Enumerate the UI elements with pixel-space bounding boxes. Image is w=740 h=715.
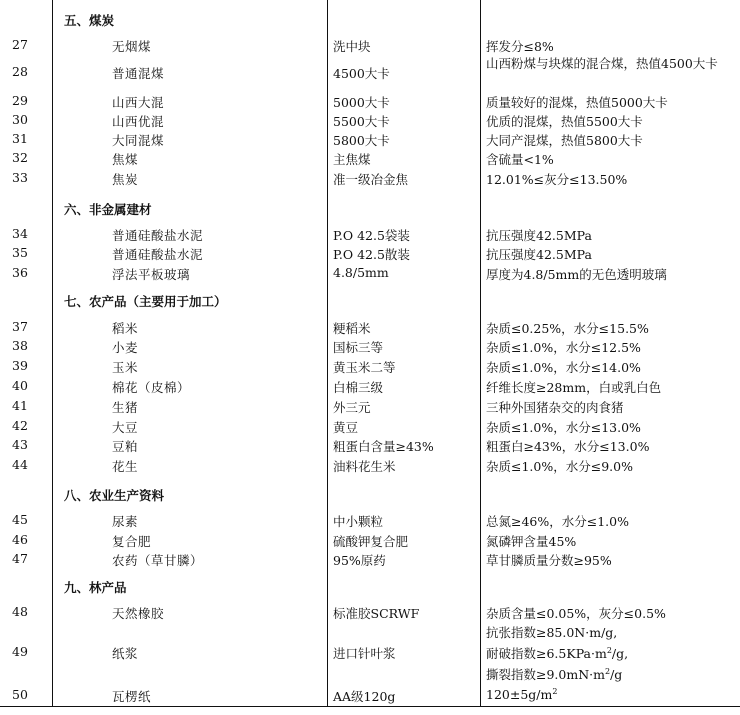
- product-name: 焦炭: [112, 172, 139, 187]
- col-divider-1: [52, 0, 53, 707]
- product-note: 草甘膦质量分数≥95%: [486, 553, 612, 568]
- product-name: 复合肥: [112, 534, 152, 549]
- product-spec: 国标三等: [333, 340, 384, 355]
- product-name: 浮法平板玻璃: [112, 267, 191, 282]
- product-name: 无烟煤: [112, 39, 152, 54]
- row-number: 27: [12, 37, 28, 52]
- product-spec: 进口针叶浆: [333, 646, 396, 661]
- product-name: 小麦: [112, 340, 139, 355]
- row-number: 47: [12, 551, 28, 566]
- product-spec: 中小颗粒: [333, 514, 384, 529]
- note-text: 撕裂指数≥9.0mN·m: [486, 667, 605, 682]
- section-title: 六、非金属建材: [64, 202, 152, 217]
- product-name: 天然橡胶: [112, 606, 165, 621]
- row-number: 33: [12, 170, 28, 185]
- product-spec: 5500大卡: [333, 114, 390, 129]
- row-number: 41: [12, 398, 28, 413]
- row-number: 44: [12, 457, 28, 472]
- product-note: [486, 622, 628, 685]
- note-line: [486, 643, 628, 664]
- product-note: 杂质≤1.0%，水分≤12.5%: [486, 340, 641, 355]
- product-spec: 标准胶SCRWF: [333, 606, 420, 621]
- section-title: 九、林产品: [64, 580, 127, 595]
- row-number: 43: [12, 437, 28, 452]
- product-note: 挥发分≤8%: [486, 39, 554, 54]
- product-note: 质量较好的混煤，热值5000大卡: [486, 95, 668, 110]
- section-title: 五、煤炭: [64, 13, 115, 28]
- row-number: 46: [12, 532, 28, 547]
- row-number: 49: [12, 644, 28, 659]
- product-note: 杂质含量≤0.05%，灰分≤0.5%: [486, 606, 666, 621]
- product-name: 玉米: [112, 360, 139, 375]
- product-spec: 主焦煤: [333, 152, 371, 167]
- product-name: 稻米: [112, 321, 139, 336]
- product-spec: P.O 42.5袋装: [333, 228, 410, 243]
- note-text: 耐破指数≥6.5KPa·m: [486, 646, 607, 661]
- product-note: 杂质≤1.0%，水分≤13.0%: [486, 420, 641, 435]
- product-spec: 5800大卡: [333, 133, 390, 148]
- product-spec: 5000大卡: [333, 95, 390, 110]
- row-number: 35: [12, 245, 28, 260]
- product-spec: 白棉三级: [333, 380, 384, 395]
- product-note: 杂质≤0.25%，水分≤15.5%: [486, 321, 649, 336]
- row-number: 38: [12, 338, 28, 353]
- product-note: 抗压强度42.5MPa: [486, 228, 592, 243]
- product-note: 大同产混煤，热值5800大卡: [486, 133, 643, 148]
- product-name: 大同混煤: [112, 133, 165, 148]
- note-line: 抗张指数≥85.0N·m/g,: [486, 625, 618, 640]
- product-spec: 粳稻米: [333, 321, 371, 336]
- note-text: /g: [610, 667, 623, 682]
- product-name: 农药（草甘膦）: [112, 553, 204, 568]
- product-name: 棉花（皮棉）: [112, 380, 191, 395]
- product-note: 总氮≥46%，水分≤1.0%: [486, 514, 629, 529]
- product-note: 厚度为4.8/5mm的无色透明玻璃: [486, 267, 667, 282]
- product-name: 普通硅酸盐水泥: [112, 247, 204, 262]
- product-note: 12.01%≤灰分≤13.50%: [486, 172, 628, 187]
- col-divider-2: [327, 0, 328, 707]
- product-name: 豆粕: [112, 439, 139, 454]
- product-note: 抗压强度42.5MPa: [486, 247, 592, 262]
- product-name: 大豆: [112, 420, 139, 435]
- product-name: 花生: [112, 459, 139, 474]
- product-name: 纸浆: [112, 646, 139, 661]
- product-name: 普通硅酸盐水泥: [112, 228, 204, 243]
- product-note: 粗蛋白≥43%，水分≤13.0%: [486, 439, 650, 454]
- row-number: 39: [12, 358, 28, 373]
- note-line: [486, 664, 628, 685]
- product-spec: AA级120g: [333, 689, 396, 704]
- row-number: 31: [12, 131, 28, 146]
- product-name: 焦煤: [112, 152, 139, 167]
- product-spec: 黄玉米二等: [333, 360, 396, 375]
- product-name: 山西优混: [112, 114, 165, 129]
- product-spec: 准一级冶金焦: [333, 172, 409, 187]
- row-number: 50: [12, 687, 28, 702]
- product-note: 含硫量<1%: [486, 152, 554, 167]
- product-note: 三种外国猪杂交的肉食猪: [486, 400, 624, 415]
- product-spec: 粗蛋白含量≥43%: [333, 439, 434, 454]
- product-note: 纤维长度≥28mm，白或乳白色: [486, 380, 662, 395]
- product-spec: 硫酸钾复合肥: [333, 534, 409, 549]
- note-text: /g,: [611, 646, 629, 661]
- product-name: 山西大混: [112, 95, 165, 110]
- product-spec: 油料花生米: [333, 459, 396, 474]
- product-note: 优质的混煤，热值5500大卡: [486, 114, 643, 129]
- note-text: 120±5g/m: [486, 687, 553, 702]
- product-spec: 外三元: [333, 400, 371, 415]
- superscript: 2: [606, 645, 612, 655]
- row-number: 34: [12, 226, 28, 241]
- product-note: 杂质≤1.0%，水分≤14.0%: [486, 360, 641, 375]
- col-divider-3: [480, 0, 481, 707]
- product-note: [486, 687, 557, 702]
- section-title: 八、农业生产资料: [64, 488, 165, 503]
- superscript: 2: [552, 686, 558, 696]
- product-spec: 4500大卡: [333, 66, 390, 81]
- row-number: 32: [12, 150, 28, 165]
- product-name: 瓦楞纸: [112, 689, 152, 704]
- superscript: 2: [604, 666, 611, 676]
- product-note: 山西粉煤与块煤的混合煤，热值4500大卡: [486, 56, 718, 71]
- row-number: 28: [12, 64, 28, 79]
- section-title: 七、农产品（主要用于加工）: [64, 294, 227, 309]
- row-number: 30: [12, 112, 28, 127]
- row-number: 36: [12, 265, 28, 280]
- table-bottom-border: [0, 706, 740, 707]
- row-number: 37: [12, 319, 28, 334]
- product-spec: 黄豆: [333, 420, 359, 435]
- row-number: 40: [12, 378, 28, 393]
- product-name: 普通混煤: [112, 66, 165, 81]
- row-number: 48: [12, 604, 28, 619]
- product-note: 杂质≤1.0%，水分≤9.0%: [486, 459, 633, 474]
- product-spec: P.O 42.5散装: [333, 247, 410, 262]
- product-note: 氮磷钾含量45%: [486, 534, 577, 549]
- product-spec: 95%原药: [333, 553, 386, 568]
- product-spec: 洗中块: [333, 39, 371, 54]
- product-spec: 4.8/5mm: [333, 265, 389, 280]
- product-name: 生猪: [112, 400, 139, 415]
- row-number: 42: [12, 418, 28, 433]
- row-number: 29: [12, 93, 28, 108]
- product-name: 尿素: [112, 514, 139, 529]
- row-number: 45: [12, 512, 28, 527]
